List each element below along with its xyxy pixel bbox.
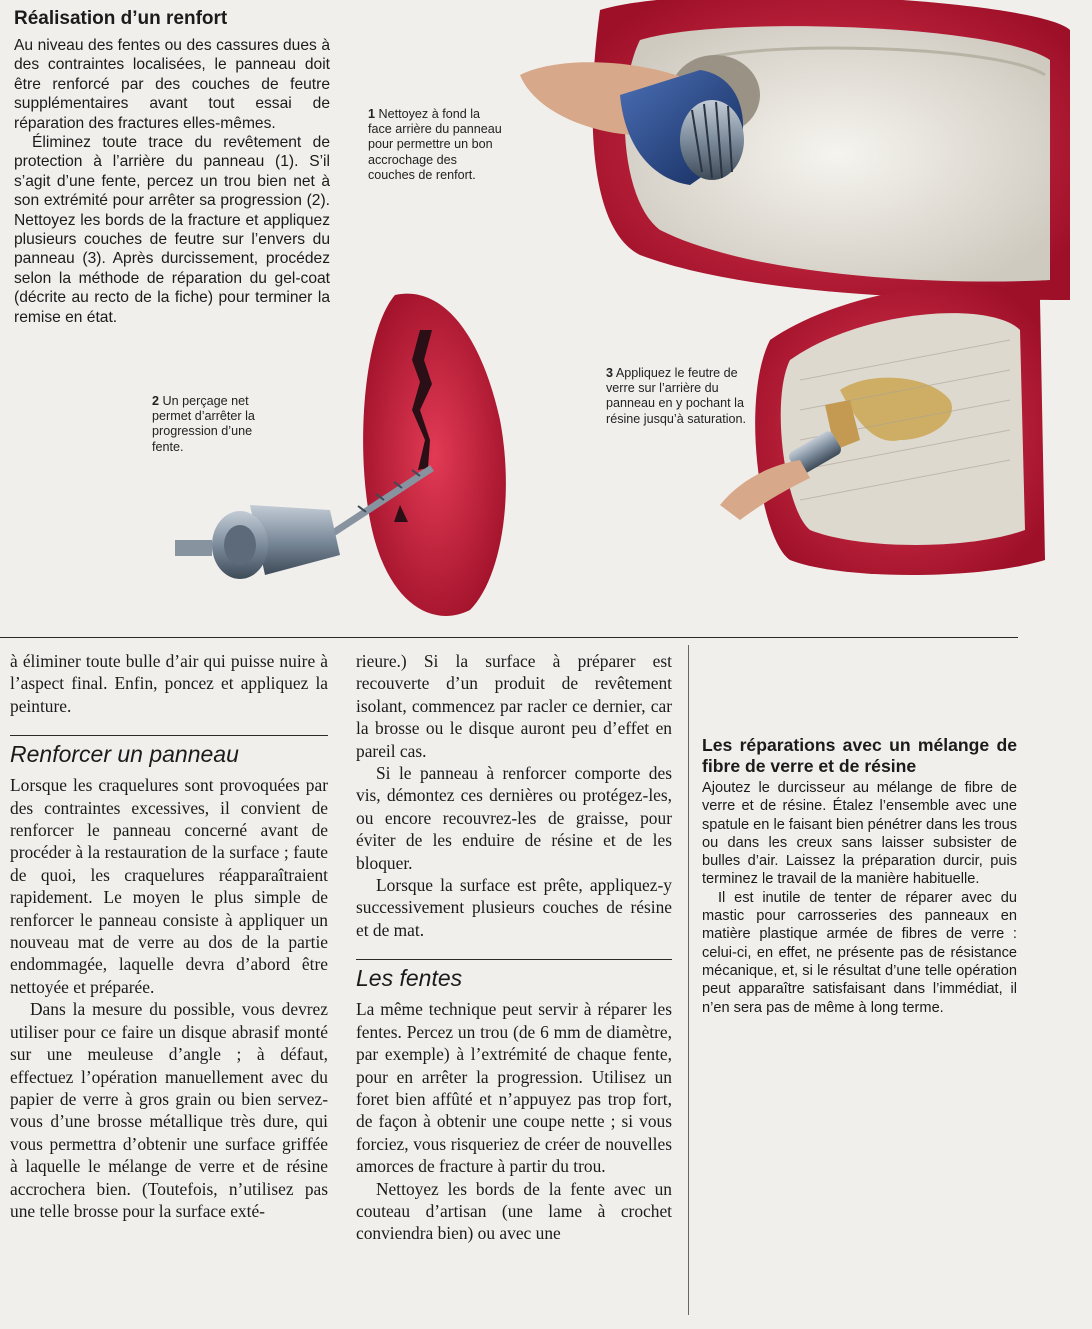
intro-paragraph-1: Au niveau des fentes ou des cassures dues à des contraintes localisées, le panneau doit être renforcé par des couches de feutre supplémentaires avant tout essai de réparation des fractures elles-mêmes. bbox=[14, 37, 330, 132]
caption-2-text: Un perçage net permet d’arrêter la progression d’une fente. bbox=[152, 394, 255, 454]
horizontal-divider bbox=[0, 637, 1018, 638]
col1-paragraph-2: Dans la mesure du possible, vous devrez utiliser pour ce faire un disque abrasif monté sur une meuleuse d’angle ; à défaut, effectuez l’opération manuellement avec du papier de verre à gros grain ou bien servez-vous d’une brosse métallique très dure, qui vous permettra d’obtenir une surface griffée à laquelle le mélange de verre et de résine accrochera bien. (Toutefois, n’utilisez pas une telle brosse pour la surface exté- bbox=[10, 999, 328, 1221]
col2-paragraph-1: rieure.) Si la surface à préparer est recouverte d’un produit de revêtement isolant, commencez par racler ce dernier, car la brosse ou le disque auront peu d’effet en pareil cas. bbox=[356, 651, 672, 761]
intro-text bbox=[14, 36, 330, 327]
column-3 bbox=[702, 735, 1017, 1017]
column-2 bbox=[356, 650, 672, 1245]
caption-3 bbox=[606, 366, 746, 427]
caption-1 bbox=[368, 107, 503, 183]
section-title-renfort: Réalisation d’un renfort bbox=[14, 8, 228, 29]
illustration-3-brush bbox=[720, 285, 1045, 575]
column-divider bbox=[688, 645, 689, 1315]
col3-paragraph-2: Il est inutile de tenter de réparer avec du mastic pour carrosseries des panneaux en matière plastique armée de fibres de verre : celui-ci, en effet, ne présente pas de résistance mécanique, et, si le résultat d’une telle opération peut apparaître satisfaisant dans l’immédiat, il n’en sera pas de même à long terme. bbox=[702, 889, 1017, 1016]
col2-paragraph-5: Nettoyez les bords de la fente avec un couteau d’artisan (une lame à crochet conviendra bien) ou avec une bbox=[356, 1178, 672, 1244]
caption-2-number: 2 bbox=[152, 394, 160, 408]
heading-les-fentes: Les fentes bbox=[356, 959, 672, 992]
column-1 bbox=[10, 650, 328, 1222]
caption-3-number: 3 bbox=[606, 366, 614, 380]
intro-paragraph-2: Éliminez toute trace du revêtement de protection à l’arrière du panneau (1). S’il s’agit d’une fente, percez un trou bien net à son extrémité pour arrêter sa progression (2). Nettoyez les bords de la fracture et appliquez plusieurs couches de feutre sur l’envers du panneau (3). Après durcissement, procédez selon la méthode de réparation du gel-coat (décrite au recto de la fiche) pour terminer la remise en état. bbox=[14, 134, 330, 326]
caption-1-text: Nettoyez à fond la face arrière du panneau pour permettre un bon accrochage des couches de renfort. bbox=[368, 107, 502, 182]
caption-2 bbox=[152, 394, 282, 455]
illustration-1-grinder bbox=[520, 0, 1070, 300]
col1-paragraph-1: Lorsque les craquelures sont provoquées par des contraintes excessives, il convient de renforcer le panneau concerné avant de procéder à la restauration de la surface ; faute de quoi, les craquelures réapparaîtraient rapidement. Le moyen le plus simple de renforcer le panneau consiste à appliquer un nouveau mat de verre au dos de la partie endommagée, laquelle devra d’abord être nettoyée et préparée. bbox=[10, 775, 328, 997]
caption-3-text: Appliquez le feutre de verre sur l’arrière du panneau en y pochant la résine jusqu’à saturation. bbox=[606, 366, 747, 426]
col3-paragraph-1: Ajoutez le durcisseur au mélange de fibre de verre et de résine. Étalez l’ensemble avec une spatule en le faisant bien pénétrer dans les trous ou dans les creux sans laisser subsister de bulles d’air. Laissez la préparation durcir, puis terminez le travail de la manière habituelle. bbox=[702, 780, 1017, 888]
col2-paragraph-3: Lorsque la surface est prête, appliquez-y successivement plusieurs couches de résine et de mat. bbox=[356, 875, 672, 940]
col1-paragraph-0: à éliminer toute bulle d’air qui puisse nuire à l’aspect final. Enfin, poncez et appliquez la peinture. bbox=[10, 651, 328, 716]
col2-paragraph-4: La même technique peut servir à réparer les fentes. Percez un trou (de 6 mm de diamètre, par exemple) à l’extrémité de chaque fente, pour en arrêter la progression. Utilisez un foret bien affûté et n’appuyez pas trop fort, de façon à obtenir une coupe nette ; si vous forciez, vous risqueriez de créer de nouvelles amorces de fracture à partir du trou. bbox=[356, 999, 672, 1177]
heading-renforcer-panneau: Renforcer un panneau bbox=[10, 735, 328, 768]
col2-paragraph-2: Si le panneau à renforcer comporte des vis, démontez ces dernières ou protégez-les, ou encore recouvrez-les de graisse, pour éviter de les enduire de résine et de les bloquer. bbox=[356, 763, 672, 873]
heading-reparations-melange: Les réparations avec un mélange de fibre de verre et de résine bbox=[702, 735, 1017, 776]
illustration-2-drill bbox=[175, 294, 506, 616]
caption-1-number: 1 bbox=[368, 107, 376, 121]
